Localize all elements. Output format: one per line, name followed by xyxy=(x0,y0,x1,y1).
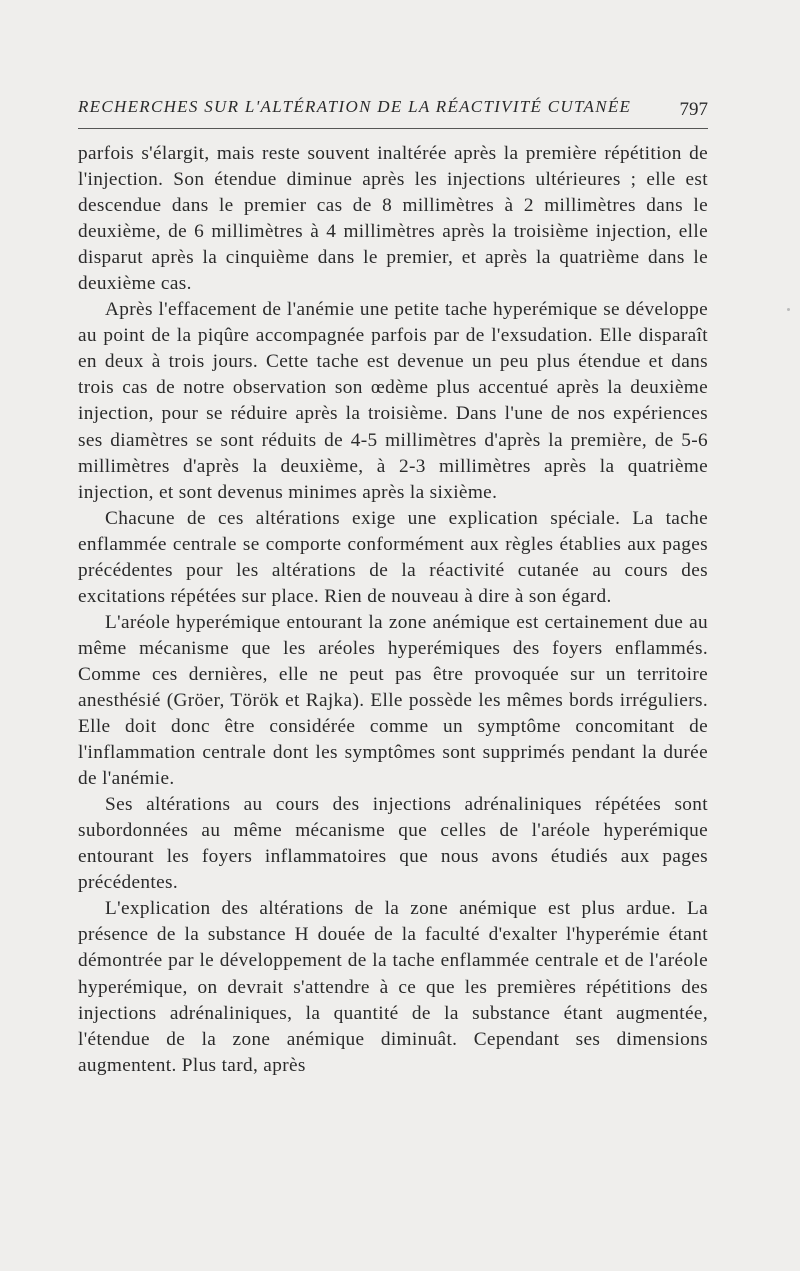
page-number: 797 xyxy=(679,99,708,120)
paragraph: Après l'effacement de l'anémie une petite tache hyperémique se développe au point de la piqûre accompagnée parfois par de l'exsudation. Elle disparaît en deux à trois jours. Cette tache est devenue un peu plus étendue et dans trois cas de notre observation son œdème plus accentué après la deuxième injection, pour se réduire après la troisième. Dans l'une de nos expériences ses diamètres se sont réduits de 4-5 millimètres d'après la première, de 5-6 millimètres d'après la deuxième, à 2-3 millimètres après la quatrième injection, et sont devenus minimes après la sixième. xyxy=(78,299,708,503)
header-rule xyxy=(78,128,708,129)
paragraph: Chacune de ces altérations exige une explication spéciale. La tache enflammée centrale se comporte conformément aux règles établies aux pages précédentes pour les altérations de la réactivité cutanée au cours des excitations répétées sur place. Rien de nouveau à dire à son égard. xyxy=(78,507,708,607)
running-title: RECHERCHES SUR L'ALTÉRATION DE LA RÉACTIVITÉ CUTANÉE xyxy=(78,97,632,116)
body-text xyxy=(78,141,708,1079)
paper-speck xyxy=(787,308,790,311)
paragraph: Ses altérations au cours des injections adrénaliniques répétées sont subordonnées au même mécanisme que celles de l'aréole hyperémique entourant les foyers inflammatoires que nous avons étudiés aux pages précédentes. xyxy=(78,794,708,894)
paragraph: L'explication des altérations de la zone anémique est plus ardue. La présence de la substance H douée de la faculté d'exalter l'hyperémie étant démontrée par le développement de la tache enflammée centrale et de l'aréole hyperémique, on devrait s'attendre à ce que les premières répétitions des injections adrénaliniques, la quantité de la substance étant augmentée, l'étendue de la zone anémique diminuât. Cependant ses dimensions augmentent. Plus tard, après xyxy=(78,898,708,1076)
paragraph: L'aréole hyperémique entourant la zone anémique est certainement due au même mécanisme que les aréoles hyperémiques des foyers enflammés. Comme ces dernières, elle ne peut pas être provoquée sur un territoire anesthésié (Gröer, Török et Rajka). Elle possède les mêmes bords irréguliers. Elle doit donc être considérée comme un symptôme concomitant de l'inflammation centrale dont les symptômes sont supprimés pendant la durée de l'anémie. xyxy=(78,611,708,790)
paragraph: parfois s'élargit, mais reste souvent inaltérée après la première répétition de l'injection. Son étendue diminue après les injections ultérieures ; elle est descendue dans le premier cas de 8 millimètres à 2 millimètres dans le deuxième, de 6 millimètres à 4 millimètres après la troisième injection, elle disparut après la cinquième dans le premier, et après la quatrième dans le deuxième cas. xyxy=(78,143,708,295)
page-header xyxy=(78,97,708,125)
